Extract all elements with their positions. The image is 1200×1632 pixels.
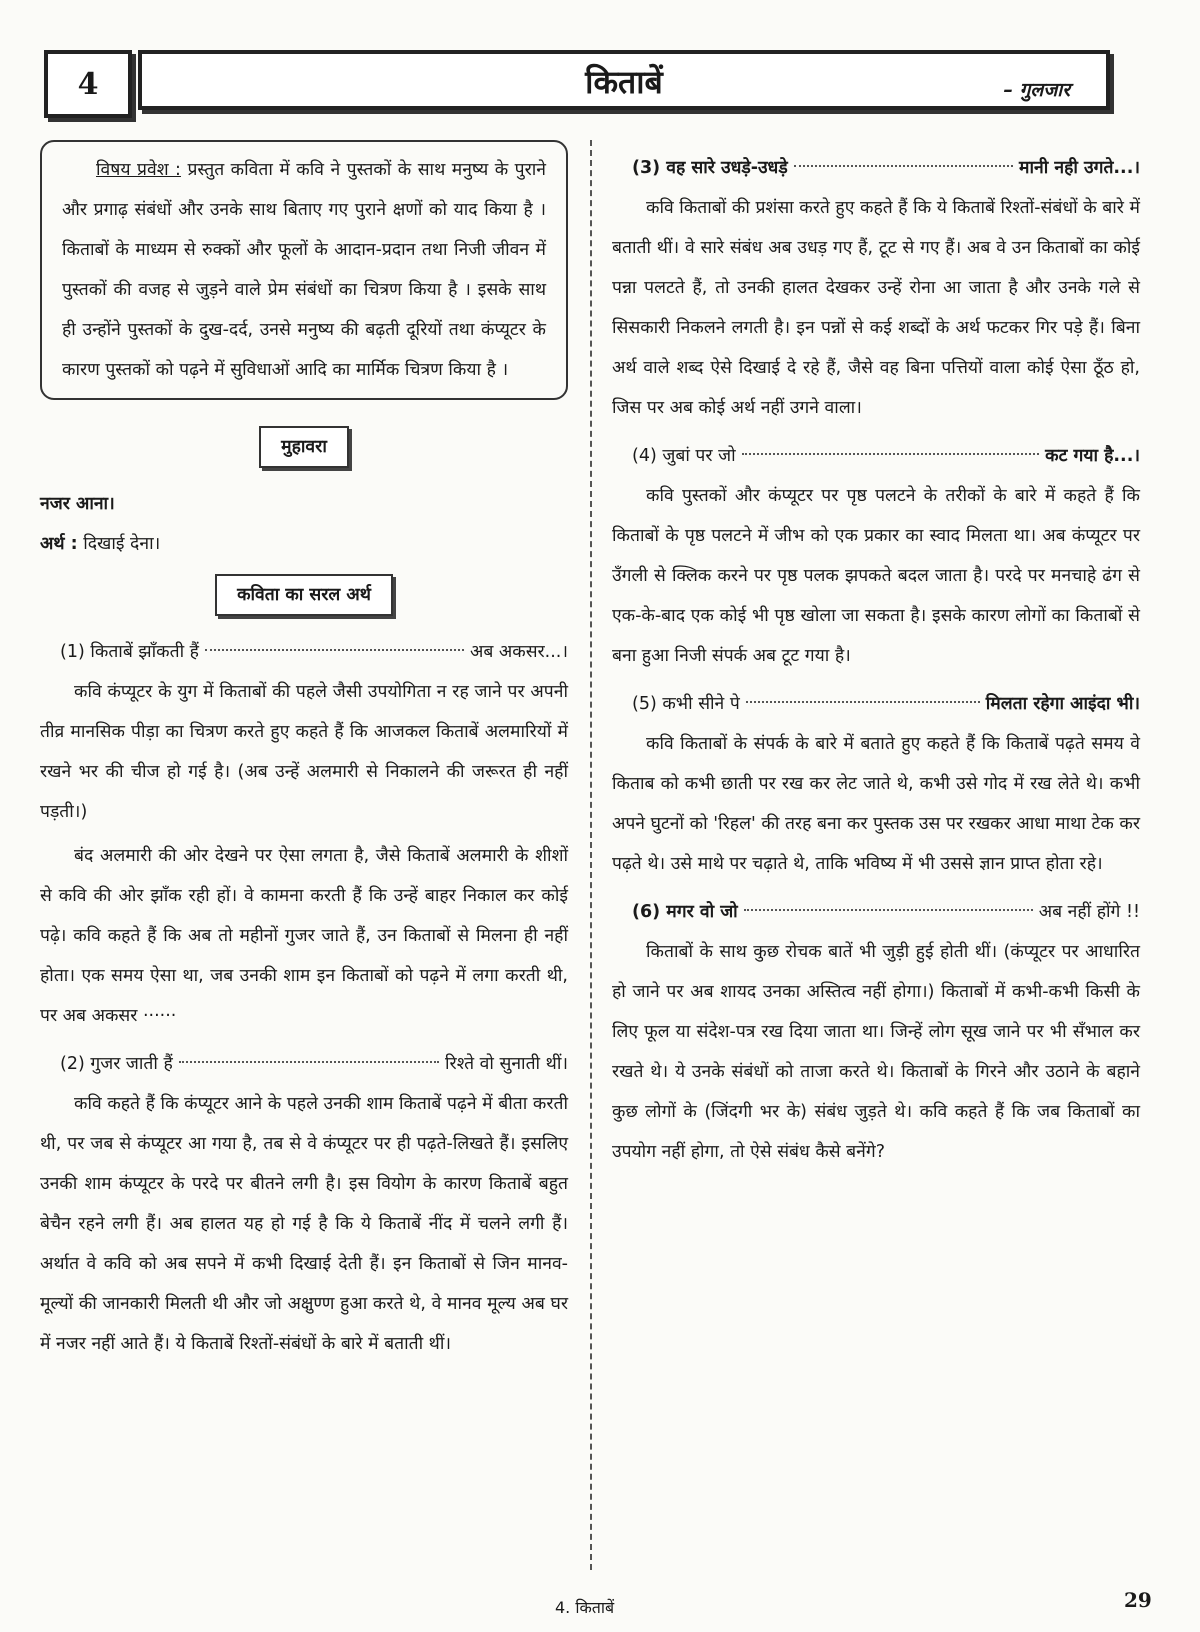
stanza-dots (742, 453, 1040, 455)
stanza-3-para-1: कवि किताबों की प्रशंसा करते हुए कहते हैं कि ये किताबें रिश्तों-संबंधों के बारे में बताती थीं। वे सारे संबंध अब उधड़ गए हैं, टूट से गए हैं। अब वे उन किताबों का कोई पन्ना पलटते हैं, तो उनकी हालत देखकर उन्हें रोना आ जाता है और उनके गले से सिसकारी निकलने लगती है। इन पन्नों से कई शब्दों के अर्थ फटकर गिर पड़े हैं। बिना अर्थ वाले शब्द ऐसे दिखाई दे रहे हैं, जैसे वह बिना पत्तियों वाला कोई ऐसा ठूँठ हो, जिस पर अब कोई अर्थ नहीं उगने वाला। (612, 198, 1140, 418)
chapter-title: किताबें (585, 63, 663, 101)
stanza-3-start: (3) वह सारे उधड़े-उधड़े (632, 158, 788, 178)
left-column (40, 140, 568, 1368)
stanza-2-end: रिश्ते वो सुनाती थीं। (445, 1054, 568, 1074)
stanza-5-para-1: कवि किताबों के संपर्क के बारे में बताते हुए कहते हैं कि किताबें पढ़ते समय वे किताब को कभी छाती पर रख कर लेट जाते थे, कभी उसे गोद में रख लेते थे। कभी अपने घुटनों को 'रिहल' की तरह बना कर पुस्तक उस पर रखकर आधा माथा टेक कर पढ़ते थे। उसे माथे पर चढ़ाते थे, ताकि भविष्य में भी उससे ज्ञान प्राप्त होता रहे। (612, 734, 1140, 874)
intro-box (40, 140, 568, 400)
title-bar (138, 50, 1110, 110)
stanza-6-start: (6) मगर वो जो (632, 902, 738, 922)
stanza-4-para-1: कवि पुस्तकों और कंप्यूटर पर पृष्ठ पलटने के तरीकों के बारे में कहते हैं कि किताबों के पृष्ठ पलटने में जीभ को एक प्रकार का स्वाद मिलता था। अब कंप्यूटर पर उँगली से क्लिक करने पर पृष्ठ पलक झपकते बदल जाता है। परदे पर मनचाहे ढंग से एक-के-बाद एक कोई भी पृष्ठ खोला जा सकता है। इसके कारण लोगों का किताबों से बना हुआ निजी संपर्क अब टूट गया है। (612, 486, 1140, 666)
stanza-line-2 (40, 1044, 568, 1084)
stanza-6-end: अब नहीं होंगे !! (1038, 902, 1140, 922)
stanza-line-1 (40, 632, 568, 672)
right-column (612, 140, 1140, 1176)
stanza-1-start: (1) किताबें झाँकती हैं (60, 642, 199, 662)
footer-chapter-label: 4. किताबें (555, 1598, 615, 1617)
stanza-2-para-1: कवि कहते हैं कि कंप्यूटर आने के पहले उनकी शाम किताबें पढ़ने में बीता करती थी, पर जब से कंप्यूटर आ गया है, तब से वे कंप्यूटर पर ही पढ़ते-लिखते हैं। इसलिए उनकी शाम कंप्यूटर के परदे पर बीतने लगी है। इस वियोग के कारण किताबें बहुत बेचैन रहने लगी हैं। अब हालत यह हो गई है कि ये किताबें नींद में चलने लगी हैं। अर्थात वे कवि को अब सपने में कभी दिखाई देती हैं। इन किताबों से जिन मानव-मूल्यों की जानकारी मिलती थी और जो अक्षुण्ण हुआ करते थे, वे मानव मूल्य अब घर में नजर नहीं आते हैं। ये किताबें रिश्तों-संबंधों के बारे में बताती थीं। (40, 1094, 568, 1354)
stanza-5-start: (5) कभी सीने पे (632, 694, 740, 714)
stanza-1-para-1: कवि कंप्यूटर के युग में किताबों की पहले जैसी उपयोगिता न रह जाने पर अपनी तीव्र मानसिक पीड़ा का चित्रण करते हुए कहते हैं कि आजकल किताबें अलमारियों में रखने भर की चीज हो गई है। (अब उन्हें अलमारी से निकालने की जरूरत ही नहीं पड़ती।) (40, 682, 568, 822)
stanza-line-6 (612, 892, 1140, 932)
idiom-heading: मुहावरा (259, 426, 349, 468)
stanza-line-4 (612, 436, 1140, 476)
intro-label: विषय प्रवेश : (96, 160, 181, 180)
stanza-6-para-1: किताबों के साथ कुछ रोचक बातें भी जुड़ी हुई होती थीं। (कंप्यूटर पर आधारित हो जाने पर अब शायद उनका अस्तित्व नहीं होगा।) किताबों में कभी-कभी किसी के लिए फूल या संदेश-पत्र रख दिया जाता था। जिन्हें लोग सूख जाने पर भी सँभाल कर रखते थे। ये उनके संबंधों को ताजा करते थे। किताबों के गिरने और उठाने के बहाने कुछ लोगों के (जिंदगी भर के) संबंध जुड़ते थे। कवि कहते हैं कि जब किताबों का उपयोग नहीं होगा, तो ऐसे संबंध कैसे बनेंगे? (612, 942, 1140, 1162)
stanza-2-start: (2) गुजर जाती हैं (60, 1054, 173, 1074)
stanza-dots (746, 701, 980, 703)
stanza-line-3 (612, 148, 1140, 188)
chapter-number-box (44, 50, 132, 118)
stanza-dots (179, 1061, 439, 1063)
column-divider (590, 140, 592, 1570)
stanza-dots (744, 909, 1033, 911)
stanza-4-end: कट गया है...। (1045, 446, 1140, 466)
stanza-1-para-2: बंद अलमारी की ओर देखने पर ऐसा लगता है, जैसे किताबें अलमारी के शीशों से कवि की ओर झाँक रही हों। वे कामना करती हैं कि उन्हें बाहर निकाल कर कोई पढ़े। कवि कहते हैं कि अब तो महीनों गुजर जाते हैं, उन किताबों से मिलना ही नहीं होता। एक समय ऐसा था, जब उनकी शाम इन किताबों को पढ़ने में लगा करती थी, पर अब अकसर ······ (40, 846, 568, 1026)
stanza-5-end: मिलता रहेगा आइंदा भी। (985, 694, 1140, 714)
stanza-line-5 (612, 684, 1140, 724)
chapter-number: 4 (77, 66, 99, 102)
stanza-1-end: अब अकसर...। (469, 642, 568, 662)
page-footer (0, 1588, 1200, 1628)
stanza-dots (794, 165, 1013, 167)
stanza-dots (205, 649, 464, 651)
stanza-3-end: मानी नही उगते...। (1019, 158, 1140, 178)
stanza-4-start: (4) जुबां पर जो (632, 446, 736, 466)
idiom-meaning-label: अर्थ : (40, 534, 78, 554)
idiom-phrase: नजर आना। (40, 494, 115, 514)
idiom-meaning: दिखाई देना। (83, 534, 161, 554)
intro-text: प्रस्तुत कविता में कवि ने पुस्तकों के साथ मनुष्य के पुराने और प्रगाढ़ संबंधों और उनके साथ बिताए गए पुराने क्षणों को याद किया है । किताबों के माध्यम से रुक्कों और फूलों के आदान-प्रदान तथा निजी जीवन में पुस्तकों की वजह से जुड़ने वाले प्रेम संबंधों का चित्रण किया है । इसके साथ ही उन्होंने पुस्तकों के दुख-दर्द, उनसे मनुष्य की बढ़ती दूरियों तथा कंप्यूटर के कारण पुस्तकों को पढ़ने में सुविधाओं आदि का मार्मिक चित्रण किया है । (62, 160, 546, 380)
author-name: – गुलजार (1003, 79, 1070, 101)
meaning-heading: कविता का सरल अर्थ (215, 574, 393, 616)
page-number: 29 (1124, 1588, 1152, 1612)
